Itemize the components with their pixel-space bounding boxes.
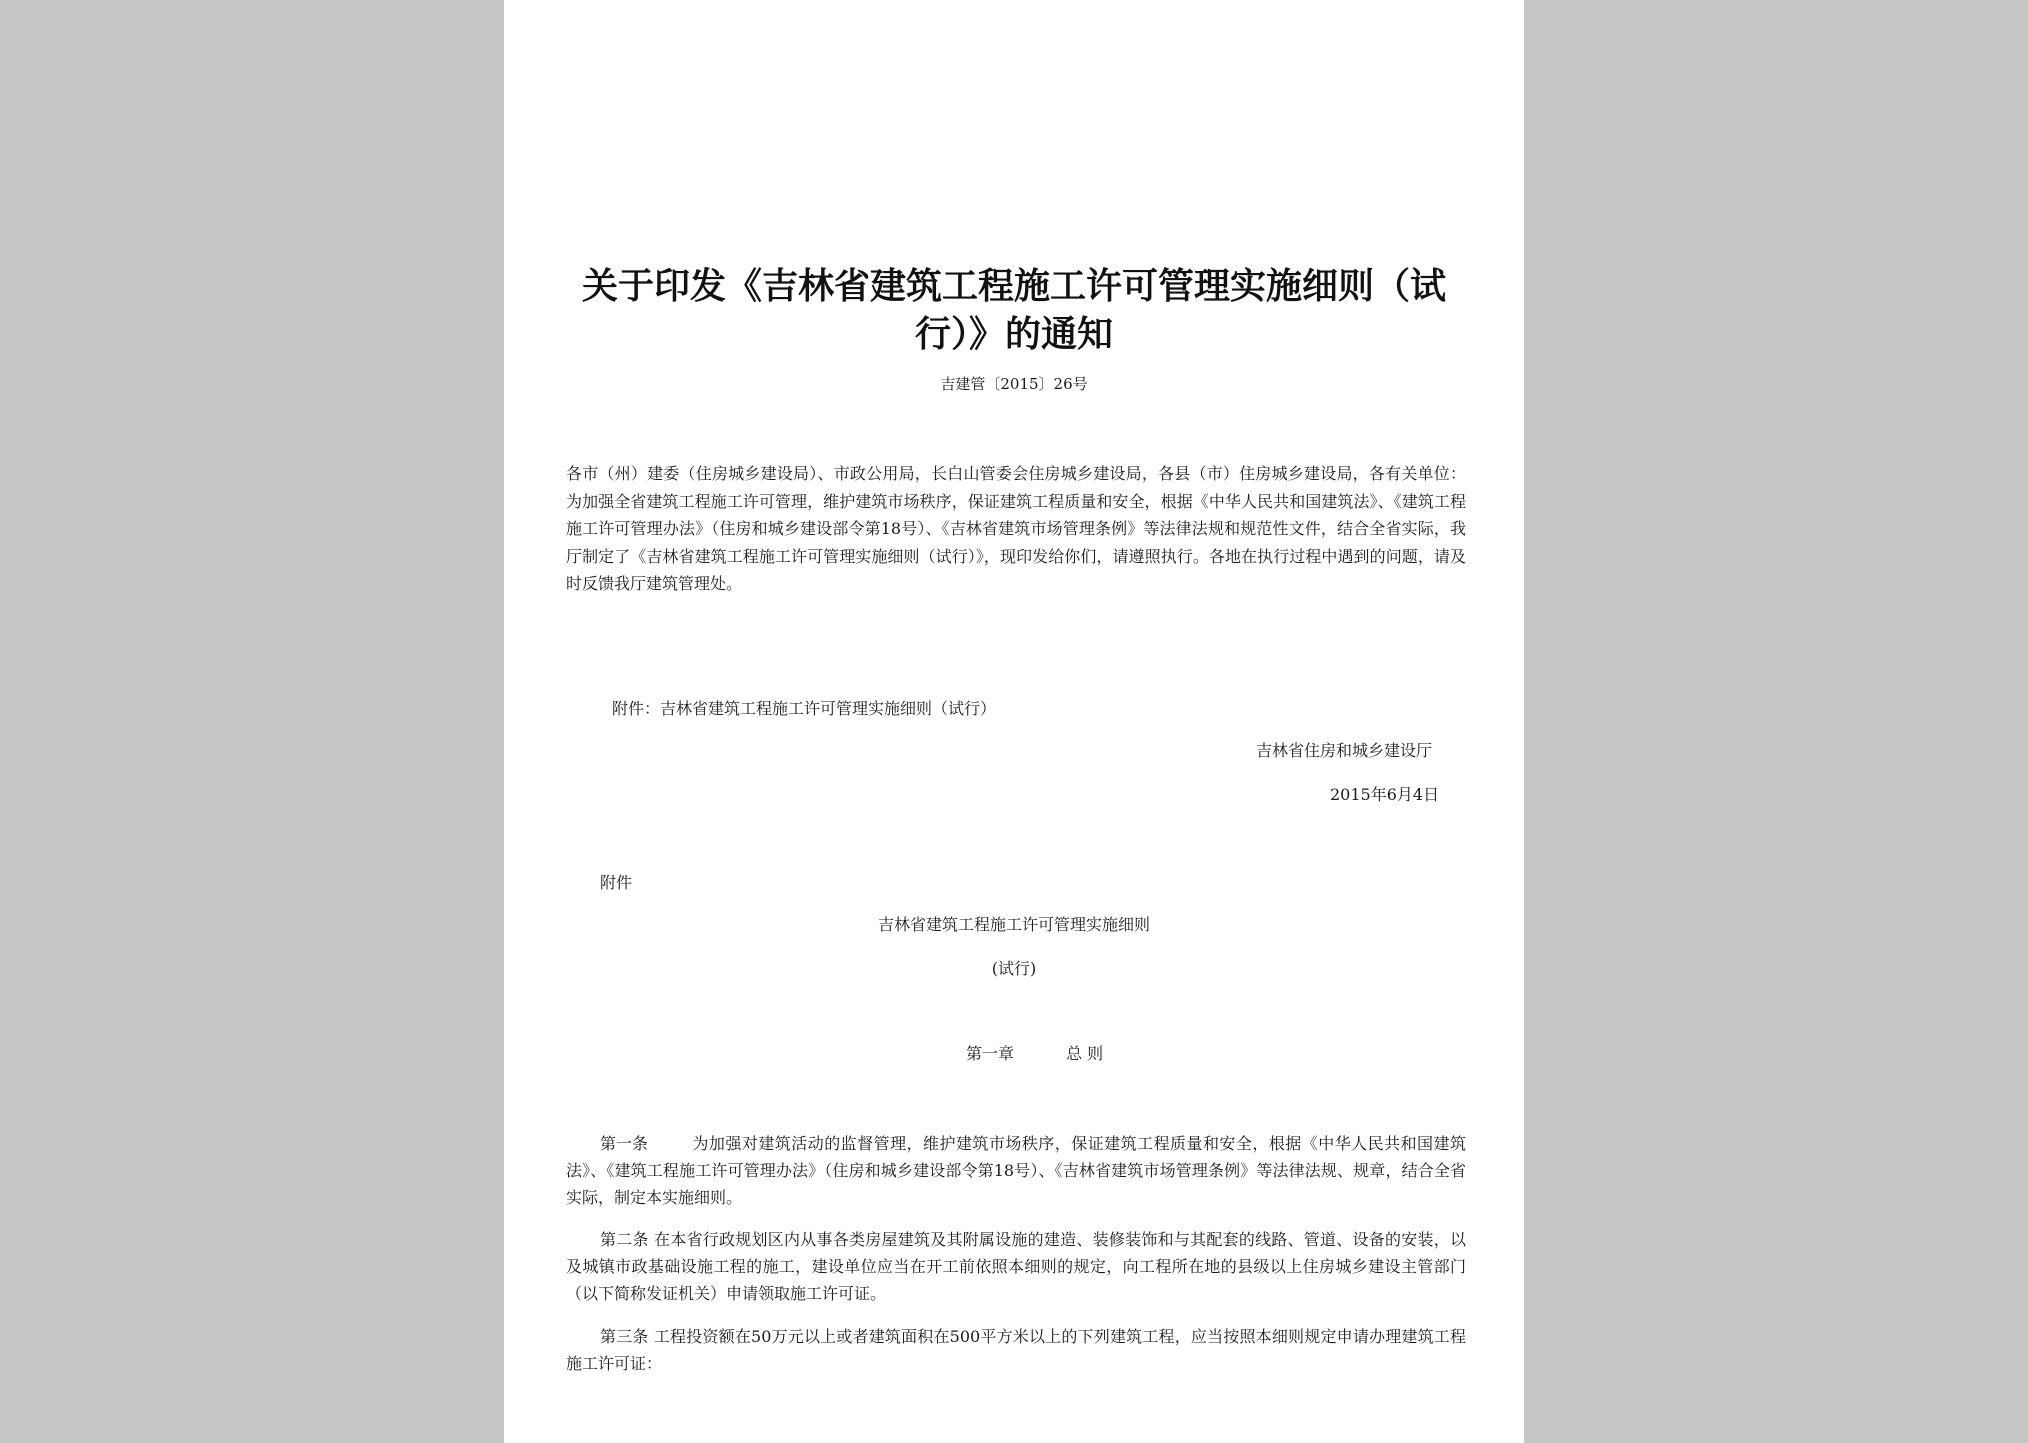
article-3-text: 工程投资额在50万元以上或者建筑面积在500平方米以上的下列建筑工程，应当按照本细则规定申请办理建筑工程施工许可证： [566,1327,1466,1373]
article-1-number: 第一条 [600,1134,649,1153]
document-page [504,0,1524,1443]
notice-title: 关于印发《吉林省建筑工程施工许可管理实施细则（试行）》的通知 [581,265,1446,355]
chapter-heading [966,1043,1103,1065]
article-1 [566,1130,1466,1211]
article-2-number: 第二条 [600,1230,649,1249]
article-3 [566,1323,1466,1377]
chapter-number: 第一章 [966,1044,1015,1063]
attachment-label: 附件 [600,873,633,892]
article-3-number: 第三条 [600,1327,649,1346]
chapter-title: 总 则 [1066,1044,1104,1063]
article-2-text: 在本省行政规划区内从事各类房屋建筑及其附属设施的建造、装修装饰和与其配套的线路、管道、设备的安装，以及城镇市政基础设施工程的施工，建设单位应当在开工前依照本细则的规定，向工程所在地的县级以上住房城乡建设主管部门（以下简称发证机关）申请领取施工许可证。 [566,1230,1466,1303]
issue-date: 2015年6月4日 [1330,785,1440,804]
attachment-subtitle: (试行) [991,959,1037,978]
document-number: 吉建管〔2015〕26号 [940,375,1088,393]
issuer-name: 吉林省住房和城乡建设厅 [1256,741,1433,760]
article-1-text: 为加强对建筑活动的监督管理，维护建筑市场秩序，保证建筑工程质量和安全，根据《中华人民共和国建筑法》、《建筑工程施工许可管理办法》（住房和城乡建设部令第18号）、《吉林省建筑市场管理条例》等法律法规、规章，结合全省实际，制定本实施细则。 [566,1134,1466,1207]
attachment-title: 吉林省建筑工程施工许可管理实施细则 [877,915,1150,934]
article-2 [566,1226,1466,1307]
intro-paragraph: 各市（州）建委（住房城乡建设局）、市政公用局，长白山管委会住房城乡建设局，各县（市）住房城乡建设局，各有关单位：为加强全省建筑工程施工许可管理，维护建筑市场秩序，保证建筑工程质量和安全，根据《中华人民共和国建筑法》、《建筑工程施工许可管理办法》（住房和城乡建设部令第18号）、《吉林省建筑市场管理条例》等法律法规和规范性文件，结合全省实际，我厅制定了《吉林省建筑工程施工许可管理实施细则（试行）》，现印发给你们，请遵照执行。各地在执行过程中遇到的问题，请及时反馈我厅建筑管理处。 [566,464,1466,593]
attachment-note: 附件：吉林省建筑工程施工许可管理实施细则（试行） [612,699,997,718]
